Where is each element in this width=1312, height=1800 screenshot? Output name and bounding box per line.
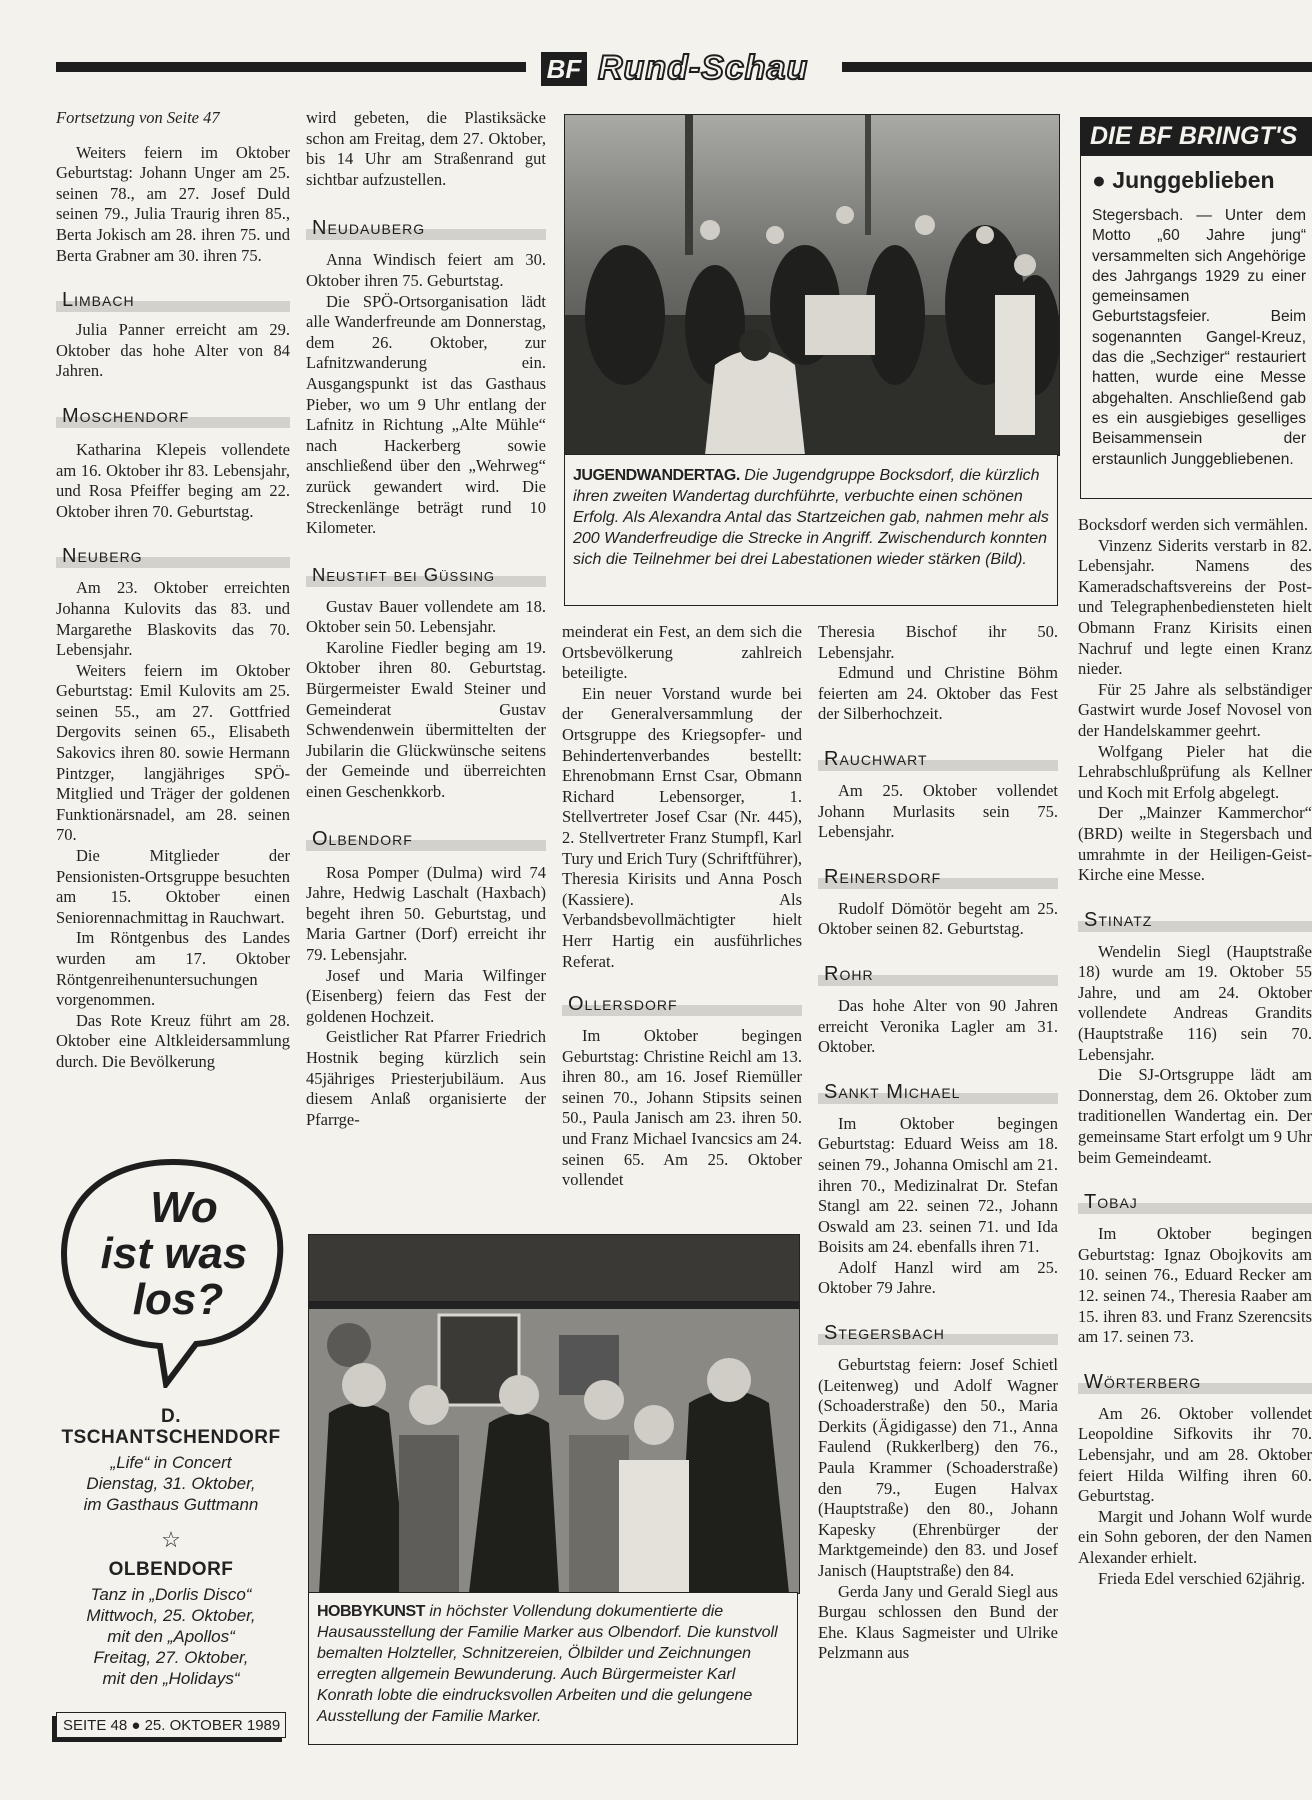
event-line: mit den „Holidays“ [102,1669,240,1688]
event-line: Dienstag, 31. Oktober, [86,1474,256,1493]
article-paragraph: Rudolf Dömötör begeht am 25. Oktober seinen 82. Geburtstag. [818,898,1058,939]
section-title: Rund-Schau [598,49,809,87]
article-paragraph: Weiters feiern im Oktober Geburtstag: Johann Unger am 25. seinen 78., am 27. Josef Duld seinen 79., Julia Traurig ihren 85., Berta Jokisch am 28. ihren 75. und Berta Grabner am 30. ihren 75. [56,142,290,265]
bf-logo: BF [541,52,587,86]
article-paragraph: Julia Panner erreicht am 29. Oktober das hohe Alter von 84 Jahren. [56,320,290,381]
article-paragraph: Der „Mainzer Kammerchor“ (BRD) weilte in Stegersbach und umrahmte in der Heiligen-Geist-Kirche eine Messe. [1078,803,1312,885]
heading-limbach: Limbach [56,288,290,312]
article-paragraph: Im Röntgenbus des Landes wurden am 17. Oktober Röntgenreihenuntersuchungen vorgenommen. [56,928,290,1010]
event-line: mit den „Apollos“ [107,1627,235,1646]
article-paragraph: Katharina Klepeis vollendete am 16. Oktober ihr 83. Lebensjahr, und Rosa Pfeiffer beging am 22. Oktober ihren 70. Geburtstag. [56,439,290,521]
continuation-note: Fortsetzung von Seite 47 [56,108,220,127]
photo-jugendwandertag [564,114,1060,456]
heading-tobaj: Tobaj [1078,1190,1312,1214]
article-paragraph: Am 26. Oktober vollendet Leopoldine Sifkovits ihr 70. Lebensjahr, und am 28. Oktober feiert Hilda Wilfing ihren 60. Geburtstag. [1078,1403,1312,1506]
heading-neuberg: Neuberg [56,544,290,568]
article-paragraph: Gerda Jany und Gerald Siegl aus Burgau schlossen den Bund der Ehe. Klaus Sagmeister und Ulrike Pelzmann aus [818,1581,1058,1663]
caption-title: HOBBYKUNST [317,1603,425,1620]
article-paragraph: Weiters feiern im Oktober Geburtstag: Emil Kulovits am 25. seinen 55., am 27. Gottfried Dergovits seinen 65., Elisabeth Sakovics ihren 80. sowie Hermann Pintzger, langjähriges SPÖ-Mitglied und Träger der goldenen Funktionärsnadel, am 28. seinen 70. [56,660,290,845]
column-4 [818,622,1058,1664]
heading-rauchwart: Rauchwart [818,747,1058,771]
event-tschantschendorf [56,1406,286,1689]
event-line: „Life“ in Concert [110,1453,232,1472]
article-paragraph: Rosa Pomper (Dulma) wird 74 Jahre, Hedwig Laschalt (Haxbach) begeht ihren 50. Geburtstag, und Maria Gartner (Dorf) erreicht ihr 79. Lebensjahr. [306,862,546,964]
article-paragraph: Im Oktober begingen Geburtstag: Eduard Weiss am 18. seinen 79., Johanna Omischl am 21. ihren 70., Medizinalrat Dr. Stefan Stangl am 22. seinen 72., Johann Oswald am 23. seinen 71. und Ida Boisits am 24. ebenfalls ihren 71. [818,1113,1058,1257]
bubble-line-2: ist was [100,1229,248,1278]
header-rule-left [56,62,526,72]
heading-neustift-bei-guessing: Neustift bei Güssing [306,563,546,587]
article-paragraph: Die Mitglieder der Pensionisten-Ortsgruppe besuchten am 15. Oktober einen Seniorennachmittag in Rauchwart. [56,846,290,927]
article-paragraph: Für 25 Jahre als selbständiger Gastwirt wurde Josef Novosel von der Handelskammer geehrt. [1078,679,1312,740]
article-paragraph: Wendelin Siegl (Hauptstraße 18) wurde am 19. Oktober 55 Jahre, und am 24. Oktober vollendete Andreas Grandits (Hauptstraße 116) sein 70. Lebensjahr. [1078,941,1312,1064]
article-paragraph: Anna Windisch feiert am 30. Oktober ihren 75. Geburtstag. [306,250,546,290]
event-line: Tanz in „Dorlis Disco“ [90,1585,252,1604]
article-paragraph: Das Rote Kreuz führt am 28. Oktober eine Altkleidersammlung durch. Die Bevölkerung [56,1010,290,1071]
heading-moschendorf: Moschendorf [56,404,290,428]
article-paragraph: Karoline Fiedler beging am 19. Oktober ihren 80. Geburtstag. Bürgermeister Ewald Steiner und Gemeinderat Gustav Schwendenwein übermittelten der Jubilarin die Glückwünsche seitens der Gemeinde und überreichten einen Geschenkkorb. [306,637,546,802]
article-paragraph: Wolfgang Pieler hat die Lehrabschlußprüfung als Kellner und Koch mit Erfolg abgelegt. [1078,741,1312,802]
caption-title: JUGENDWANDERTAG. [573,467,740,484]
column-1 [56,108,290,1073]
caption-text: Die Jugendgruppe Bocksdorf, die kürzlich ihren zweiten Wandertag durchführte, verbuchte einen schönen Erfolg. Als Alexandra Antal das Startzeichen gab, nahmen mehr als 200 Wanderfreudige die Strecke in Angriff. Zwischendurch konnten sich die Teilnehmer bei drei Labestationen wieder stärken (Bild). [573,467,1049,568]
article-paragraph: Die SJ-Ortsgruppe lädt am Donnerstag, dem 26. Oktober zum traditionellen Wandertag ein. Der gemeinsame Start erfolgt um 9 Uhr beim Gemeindeamt. [1078,1065,1312,1167]
event-line: im Gasthaus Guttmann [83,1495,259,1514]
box-subtitle: ● Junggeblieben [1092,167,1275,193]
article-paragraph: Am 23. Oktober erreichten Johanna Kulovits das 83. und Margarethe Blaskovits das 70. Lebensjahr. [56,578,290,660]
column-2 [306,108,546,1130]
heading-neudauberg: Neudauberg [306,216,546,240]
event-line: Freitag, 27. Oktober, [93,1648,249,1667]
article-paragraph: Ein neuer Vorstand wurde bei der Generalversammlung der Ortsgruppe des Kriegsopfer- und Behindertenverbandes bestellt: Ehrenobmann Ernst Csar, Obmann Richard Lebensorger, 1. Stellvertreter Josef Csar (Nr. 445), 2. Stellvertreter Franz Stumpfl, Karl Tury und Erich Tury (Schriftführer), Theresia Kirisits und Anna Posch (Kassiere). Als Verbandsbevollmächtigter hielt Herr Hartig ein ausführliches Referat. [562,683,802,971]
article-paragraph: Das hohe Alter von 90 Jahren erreicht Veronika Lagler am 31. Oktober. [818,995,1058,1057]
heading-rohr: Rohr [818,962,1058,986]
column-3 [562,622,802,1191]
exhibition-photo-image [309,1235,799,1593]
speech-bubble-graphic [56,1156,290,1388]
article-paragraph: Am 25. Oktober vollendet Johann Murlasits sein 75. Lebensjahr. [818,780,1058,842]
article-paragraph: Frieda Edel verschied 62jährig. [1098,1568,1306,1588]
article-paragraph: Margit und Johann Wolf wurde ein Sohn geboren, der den Namen Alexander erhielt. [1078,1506,1312,1567]
header-rule-right [842,62,1312,72]
article-paragraph: Theresia Bischof ihr 50. Lebensjahr. [818,622,1058,662]
article-paragraph: meinderat ein Fest, an dem sich die Ortsbevölkerung zahlreich beteiligte. [562,622,802,683]
caption-text: in höchster Vollendung dokumentierte die Hausausstellung der Familie Marker aus Olbendorf. Die kunstvoll bemalten Holzteller, Schnitzereien, Ölbilder und Zeichnungen erregten allgemein Bewunderung. Auch Bürgermeister Karl Konrath lobte die eindrucksvollen Arbeiten und die gelungene Ausstellung der Familie Marker. [317,1603,778,1725]
article-paragraph: Geburtstag feiern: Josef Schietl (Leitenweg) und Adolf Wagner (Schoaderstraße) den 50., Maria Derkits (Ägidigasse) den 71., Anna Faulend (Rukkerlberg) den 76., Paula Krammer (Schoaderstraße) den 79., Eugen Halvax (Hauptstraße) den 80., Johann Kapesky (Ehrenbürger der Marktgemeinde) den 83. und Josef Janisch (Hauptstraße) den 84. [818,1355,1058,1580]
heading-stinatz: Stinatz [1078,908,1312,932]
heading-sankt-michael: Sankt Michael [818,1080,1058,1104]
event-place: D. TSCHANTSCHENDORF [61,1406,281,1448]
bubble-line-1: Wo [150,1183,218,1232]
article-paragraph: Die SPÖ-Ortsorganisation lädt alle Wanderfreunde am Donnerstag, dem 26. Oktober, zur Lafnitzwanderung ein. Ausgangspunkt ist das Gasthaus Pieber, wo um 9 Uhr entlang der Lafnitz in Richtung „Alte Mühle“ nach Hackerberg sowie anschließend über den „Wehrweg“ zurück gewandert wird. Die Streckenlänge beträgt rund 10 Kilometer. [306,291,546,538]
box-text: Stegersbach. — Unter dem Motto „60 Jahre jung“ versammelten sich Angehörige des Jahrgangs 1929 zu einer gemeinsamen Geburtstagsfeier. Beim sogenannten Gangel-Kreuz, das die „Sechziger“ restauriert hatten, wurde eine Messe abgehalten. Anschließend gab es ein ausgiebiges geselliges Beisammensein der erstaunlich Junggebliebenen. [1092,207,1306,468]
heading-reinersdorf: Reinersdorf [818,865,1058,889]
heading-stegersbach: Stegersbach [818,1321,1058,1345]
photo-hobbykunst [308,1234,800,1594]
article-paragraph: Gustav Bauer vollendete am 18. Oktober sein 50. Lebensjahr. [306,596,546,637]
caption-jugendwandertag [564,454,1058,606]
article-paragraph: wird gebeten, die Plastiksäcke schon am Freitag, dem 27. Oktober, bis 14 Uhr am Straßenrand gut sichtbar aufzustellen. [306,108,546,189]
caption-hobbykunst [308,1592,798,1745]
article-paragraph: Im Oktober begingen Geburtstag: Christine Reichl am 13. ihren 80., am 16. Josef Riemüller seinen 70., Johann Stipsits seinen 50., Paula Janisch am 23. ihren 50. und Franz Michael Ivancsics am 24. seinen 65. Am 25. Oktober vollendet [562,1026,802,1190]
bubble-line-3: los? [132,1275,224,1324]
article-paragraph: Geistlicher Rat Pfarrer Friedrich Hostnik beging kürzlich sein 45jähriges Priesterjubiläum. Aus diesem Anlaß organisierte der Pfarrge- [306,1027,546,1129]
article-paragraph: Josef und Maria Wilfinger (Eisenberg) feiern das Fest der goldenen Hochzeit. [306,965,546,1026]
heading-ollersdorf: Ollersdorf [562,992,802,1016]
article-paragraph: Adolf Hanzl wird am 25. Oktober 79 Jahre. [818,1257,1058,1298]
event-place: OLBENDORF [108,1559,234,1580]
hikers-photo-image [565,115,1059,455]
event-line: Mittwoch, 25. Oktober, [86,1606,256,1625]
heading-woerterberg: Wörterberg [1078,1370,1312,1394]
article-paragraph: Edmund und Christine Böhm feierten am 24. Oktober das Fest der Silberhochzeit. [818,663,1058,724]
article-paragraph: Bocksdorf werden sich vermählen. [1078,515,1309,534]
article-paragraph: Im Oktober begingen Geburtstag: Ignaz Obojkovits am 10. seinen 76., Eduard Recker am 12. seinen 74., Theresia Raaber am 15. ihren 83. und Franz Szerencsits am 17. seinen 73. [1078,1224,1312,1347]
column-5 [1078,515,1312,1589]
box-title: DIE BF BRINGT'S [1080,117,1312,155]
heading-olbendorf: Olbendorf [306,827,546,851]
article-paragraph: Vinzenz Siderits verstarb in 82. Lebensjahr. Namens des Kameradschaftsvereins der Post- und Telegraphenbediensteten hielt Obmann Franz Kirisits einen Nachruf und legte einen Kranz nieder. [1078,535,1312,679]
page-footer: SEITE 48 ● 25. OKTOBER 1989 [56,1712,286,1738]
star-icon: ☆ [161,1527,181,1552]
